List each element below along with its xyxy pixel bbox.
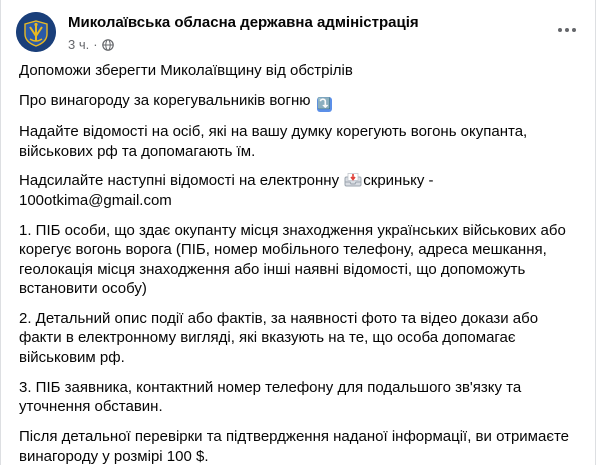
avatar[interactable]: [16, 12, 56, 52]
more-options-button[interactable]: [551, 18, 583, 42]
reward-heading: Про винагороду за корегувальників вогню: [19, 91, 311, 109]
post-meta: [68, 37, 114, 53]
email-instruction-start: Надсилайте наступні відомості на електронну: [19, 172, 340, 190]
post-paragraph-7: 3. ПІБ заявника, контактний номер телефону для подальшого зв'язку та уточнення обставин.: [19, 378, 522, 416]
post-paragraph-6: 2. Детальний опис події або фактів, за наявності фото та відео докази або факти в електронному вигляді, які вказують на те, що особа допомагає військовим рф.: [19, 309, 539, 366]
post-paragraph-8: Після детальної перевірки та підтвердження наданої інформації, ви отримаєте винагороду у розмірі 100 $.: [19, 428, 570, 465]
globe-icon[interactable]: [102, 39, 114, 51]
arrow-down-emoji-icon: ⤵️: [317, 97, 332, 110]
post-paragraph-3: Надайте відомості на осіб, які на вашу думку корегують вогонь окупанта, військових рф та допомагають їм.: [19, 123, 528, 160]
inbox-tray-icon: [344, 172, 362, 187]
meta-separator: ·: [93, 37, 98, 52]
post-body: [19, 61, 573, 476]
more-horizontal-icon: [557, 27, 577, 33]
post-header: [16, 10, 583, 56]
post-paragraph-5: 1. ПІБ особи, що здає окупанту місця знаходження українських військових або корегує вогонь ворога (ПІБ, номер мобільного телефону, адреса мешкання, геолокація місця знаходження або інші наявні відомості, що допоможуть встановити особу): [19, 221, 566, 298]
coat-of-arms-icon: [16, 12, 56, 52]
post-paragraph-2: [19, 91, 573, 112]
post-paragraph-4: [19, 171, 573, 210]
post-paragraph-1: Допоможи зберегти Миколаївщину від обстрілів: [19, 62, 353, 79]
page-name-link[interactable]: Миколаївська обласна державна адміністрація: [68, 14, 419, 31]
email-instruction-end: скриньку - 100otkima@gmail.com: [19, 172, 434, 209]
post-time-link[interactable]: 3 ч.: [68, 37, 90, 52]
